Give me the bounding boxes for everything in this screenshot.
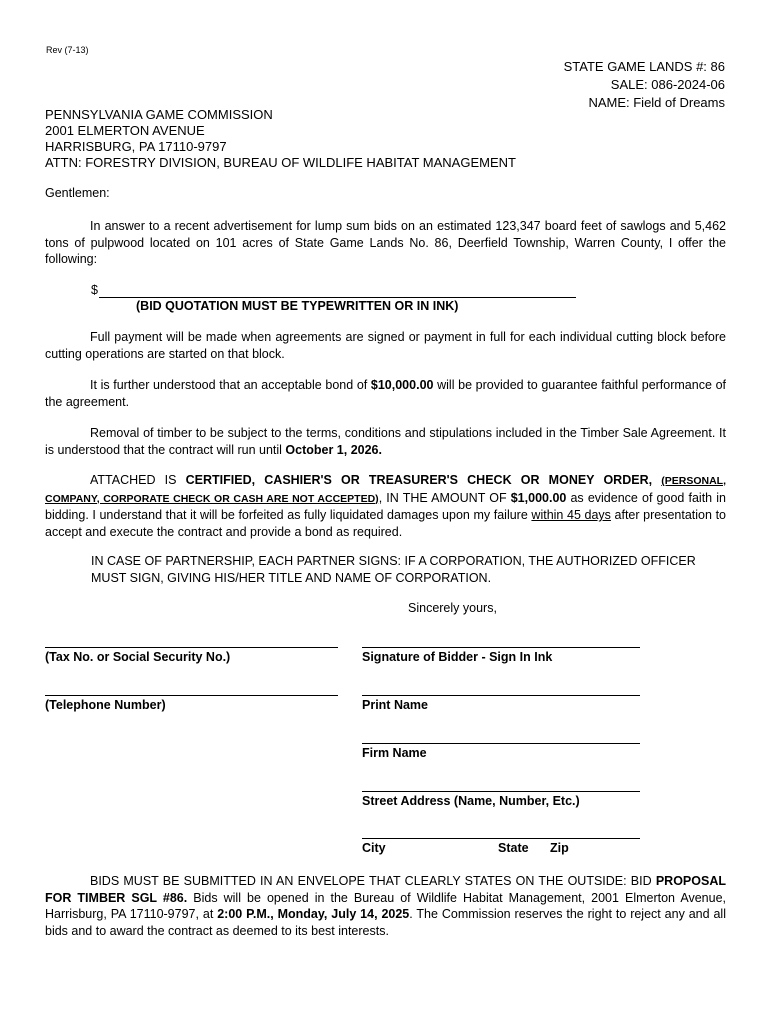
state-game-lands-number: STATE GAME LANDS #: 86 <box>563 59 725 74</box>
paragraph-removal <box>45 425 726 458</box>
deposit-amount: $1,000.00 <box>510 490 567 505</box>
attached-text-f: as evidence of good faith in bidding. I understand that it will be forfeited as fully liquidated damages upon my failure <box>45 490 727 522</box>
attached-text-h: after presentation to accept and execute the contract and provide a bond as required. <box>45 508 726 539</box>
paragraph-payment: Full payment will be made when agreements are signed or payment in full for each individual cutting block before cutting operations are started on that block. <box>45 330 726 361</box>
paragraph-submission <box>45 873 726 939</box>
signature-label: Signature of Bidder - Sign In Ink <box>362 650 553 664</box>
firm-name-label: Firm Name <box>362 746 427 760</box>
submission-text-a: BIDS MUST BE SUBMITTED IN AN ENVELOPE THAT CLEARLY STATES ON THE OUTSIDE: BID <box>90 874 656 888</box>
address-attn: ATTN: FORESTRY DIVISION, BUREAU OF WILDLIFE HABITAT MANAGEMENT <box>45 155 516 170</box>
print-name-line[interactable] <box>362 695 640 696</box>
bond-text-a: It is further understood that an acceptable bond of <box>90 378 371 392</box>
telephone-line[interactable] <box>45 695 338 696</box>
bid-opening-time: 2:00 P.M., Monday, July 14, 2025 <box>217 907 410 921</box>
not-accepted-note: (PERSONAL, COMPANY, CORPORATE CHECK OR CASH ARE NOT ACCEPTED) <box>45 475 727 505</box>
envelope-label: PROPOSAL FOR TIMBER SGL #86. <box>45 874 726 905</box>
attached-text-a: ATTACHED IS <box>90 473 186 487</box>
bond-amount: $10,000.00 <box>370 378 434 392</box>
dollar-sign: $ <box>91 283 98 297</box>
closing: Sincerely yours, <box>408 601 497 615</box>
bid-amount-row <box>91 283 98 297</box>
address-city: HARRISBURG, PA 17110-9797 <box>45 139 227 154</box>
removal-text: Removal of timber to be subject to the terms, conditions and stipulations included in the Timber Sale Agreement. It is understood that the contract will run until <box>45 426 726 457</box>
telephone-label: (Telephone Number) <box>45 698 166 712</box>
state-label: State <box>498 841 529 855</box>
recipient-address <box>45 107 516 171</box>
signature-line[interactable] <box>362 647 640 648</box>
sale-header <box>564 58 725 112</box>
zip-label: Zip <box>550 841 569 855</box>
paragraph-attached <box>45 472 726 540</box>
payment-types: CERTIFIED, CASHIER'S OR TREASURER'S CHECK OR MONEY ORDER, <box>185 473 653 487</box>
paragraph-offer: In answer to a recent advertisement for lump sum bids on an estimated 123,347 board feet of sawlogs and 5,462 tons of pulpwood located on 101 acres of State Game Lands No. 86, Deerfield Township, Warren County, I offer the following: <box>45 219 726 266</box>
bid-quotation-note: (BID QUOTATION MUST BE TYPEWRITTEN OR IN INK) <box>136 299 459 313</box>
street-address-label: Street Address (Name, Number, Etc.) <box>362 794 580 808</box>
address-org: PENNSYLVANIA GAME COMMISSION <box>45 107 273 122</box>
bond-text-c: will be provided to guarantee faithful performance of the agreement. <box>45 378 726 409</box>
print-name-label: Print Name <box>362 698 428 712</box>
submission-text-e: . The Commission reserves the right to reject any and all bids and to award the contract as deemed to its best interests. <box>45 907 726 938</box>
street-address-line[interactable] <box>362 791 640 792</box>
deadline-days: within 45 days <box>531 508 611 522</box>
firm-name-line[interactable] <box>362 743 640 744</box>
bid-amount-line[interactable] <box>99 297 576 298</box>
contract-end-date: October 1, 2026. <box>285 442 382 457</box>
tax-number-line[interactable] <box>45 647 338 648</box>
sale-number: SALE: 086-2024-06 <box>610 77 725 92</box>
attached-text-d: , IN THE AMOUNT OF <box>378 490 511 505</box>
city-state-zip-line[interactable] <box>362 838 640 839</box>
submission-text-c: Bids will be opened in the Bureau of Wildlife Habitat Management, 2001 Elmerton Avenue, Harrisburg, PA 17110-9797, at <box>45 890 726 921</box>
revision-label: Rev (7-13) <box>46 45 89 55</box>
greeting: Gentlemen: <box>45 186 110 200</box>
sale-name: NAME: Field of Dreams <box>588 95 725 110</box>
paragraph-partnership: IN CASE OF PARTNERSHIP, EACH PARTNER SIGNS: IF A CORPORATION, THE AUTHORIZED OFFICER MUST SIGN, GIVING HIS/HER TITLE AND NAME OF CORPORATION. <box>91 554 696 585</box>
paragraph-bond <box>45 377 726 410</box>
city-label: City <box>362 841 386 855</box>
address-street: 2001 ELMERTON AVENUE <box>45 123 205 138</box>
tax-number-label: (Tax No. or Social Security No.) <box>45 650 231 664</box>
